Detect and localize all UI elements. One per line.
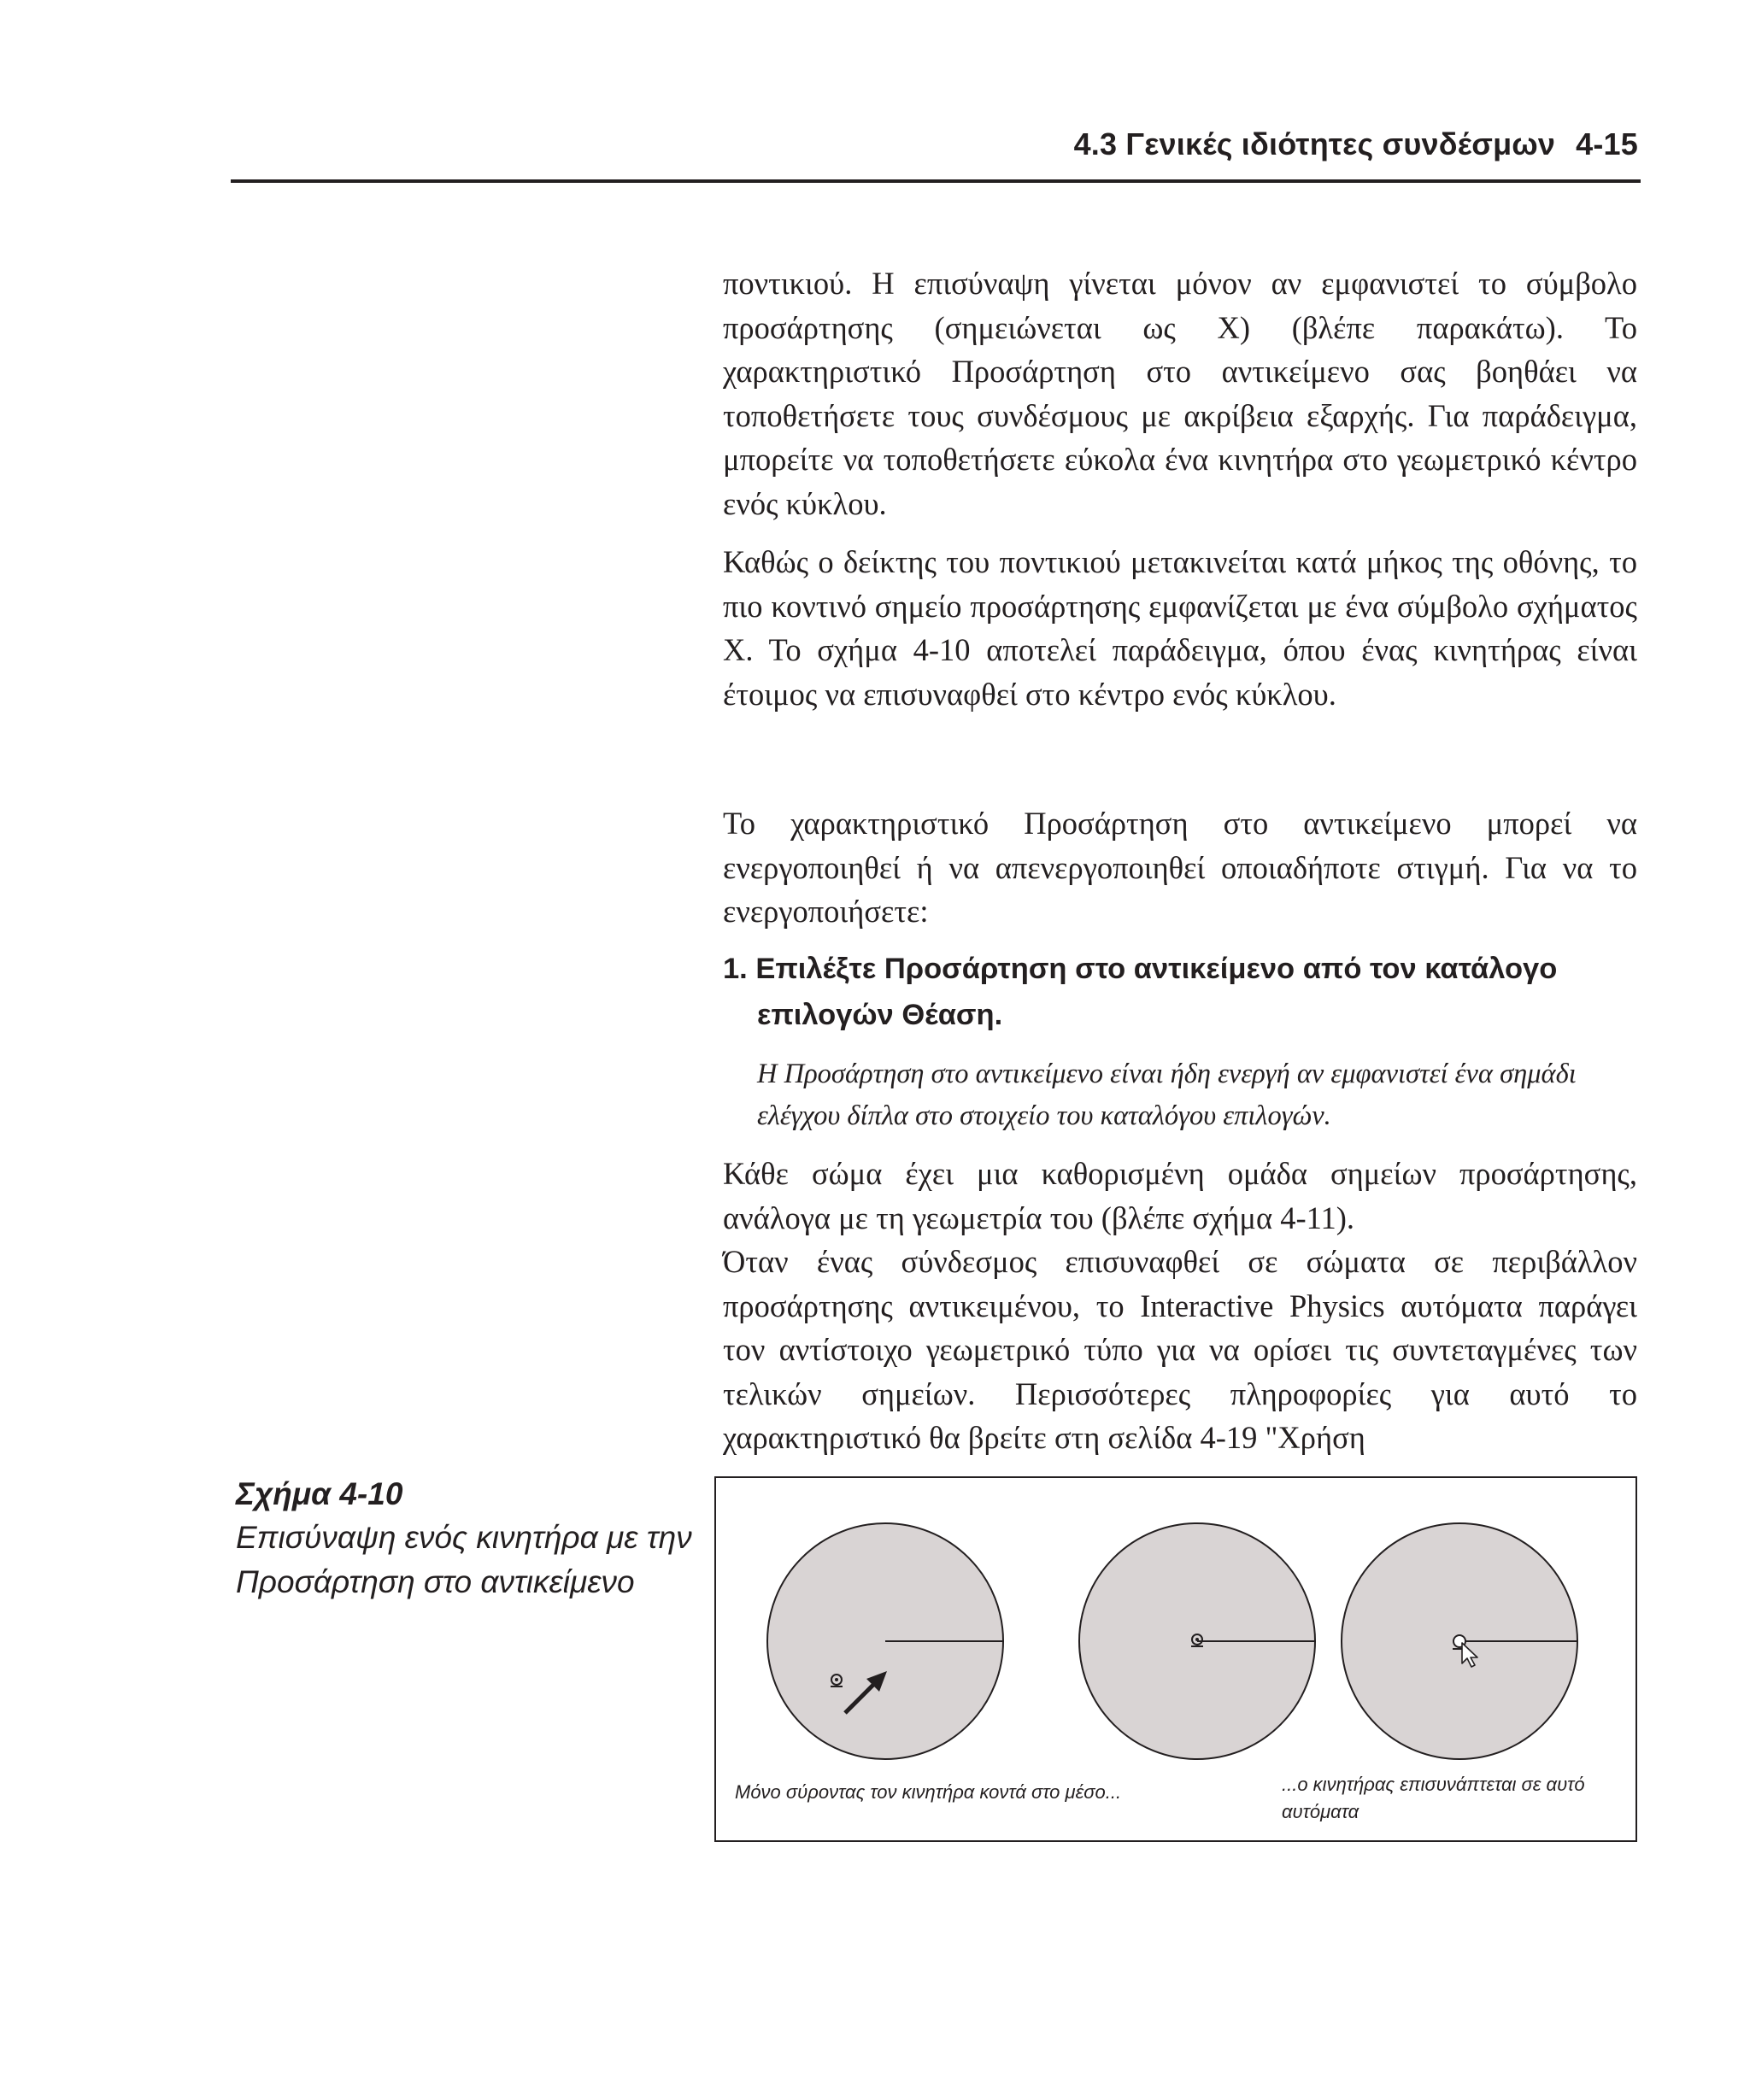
page-number: 4-15: [1576, 126, 1638, 161]
section-title: 4.3 Γενικές ιδιότητες συνδέσμων: [1073, 126, 1556, 161]
paragraph-5: Όταν ένας σύνδεσμος επισυναφθεί σε σώματα σε περιβάλλον προσάρτησης αντικειμένου, το Interactive Physics αυτόματα παράγει τον αντίστοιχο γεωμετρικό τύπο για να ορίσει τις συντεταγμένες των τελικών σημείων. Περισσότερες πληροφορίες για αυτό το χαρακτηριστικό θα βρείτε στη σελίδα 4-19 "Χρήση: [723, 1244, 1637, 1456]
paragraph-3: Το χαρακτηριστικό Προσάρτηση στο αντικείμενο μπορεί να ενεργοποιηθεί ή να απενεργοποιηθεί οποιαδήποτε στιγμή. Για να το ενεργοποιήσετε:: [723, 806, 1637, 930]
paragraph-4: Κάθε σώμα έχει μια καθορισμένη ομάδα σημείων προσάρτησης, ανάλογα με τη γεωμετρία του (βλέπε σχήμα 4-11).: [723, 1156, 1637, 1235]
figure-right-label: ...ο κινητήρας επισυνάπτεται σε αυτό αυτόματα: [1282, 1774, 1585, 1822]
step-1-note: Η Προσάρτηση στο αντικείμενο είναι ήδη ενεργή αν εμφανιστεί ένα σημάδι ελέγχου δίπλα στο στοιχείο του καταλόγου επιλογών.: [757, 1059, 1577, 1131]
figure-4-10: [714, 1476, 1637, 1842]
header-rule: [231, 179, 1641, 183]
figure-left-label: Μόνο σύροντας τον κινητήρα κοντά στο μέσο...: [735, 1781, 1122, 1803]
step-1: 1. Επιλέξτε Προσάρτηση στο αντικείμενο από τον κατάλογο επιλογών Θέαση.: [723, 953, 1558, 1031]
running-head: [0, 126, 1638, 162]
figure-label: Σχήμα 4-10: [236, 1476, 403, 1511]
paragraph-1: ποντικιού. Η επισύναψη γίνεται μόνον αν εμφανιστεί το σύμβολο προσάρτησης (σημειώνεται ως Χ) (βλέπε παρακάτω). Το χαρακτηριστικό Προσάρτηση στο αντικείμενο σας βοηθάει να τοποθετήσετε τους συνδέσμους με ακρίβεια εξαρχής. Για παράδειγμα, μπορείτε να τοποθετήσετε εύκολα ένα κινητήρα στο γεωμετρικό κέντρο ενός κύκλου.: [723, 266, 1637, 521]
figure-caption: [236, 1473, 697, 1604]
figure-caption-text: Επισύναψη ενός κινητήρα με την Προσάρτηση στο αντικείμενο: [236, 1520, 692, 1599]
paragraph-2: Καθώς ο δείκτης του ποντικιού μετακινείται κατά μήκος της οθόνης, το πιο κοντινό σημείο προσάρτησης εμφανίζεται με ένα σύμβολο σχήματος Χ. Το σχήμα 4-10 αποτελεί παράδειγμα, όπου ένας κινητήρας είναι έτοιμος να επισυναφθεί στο κέντρο ενός κύκλου.: [723, 544, 1637, 712]
